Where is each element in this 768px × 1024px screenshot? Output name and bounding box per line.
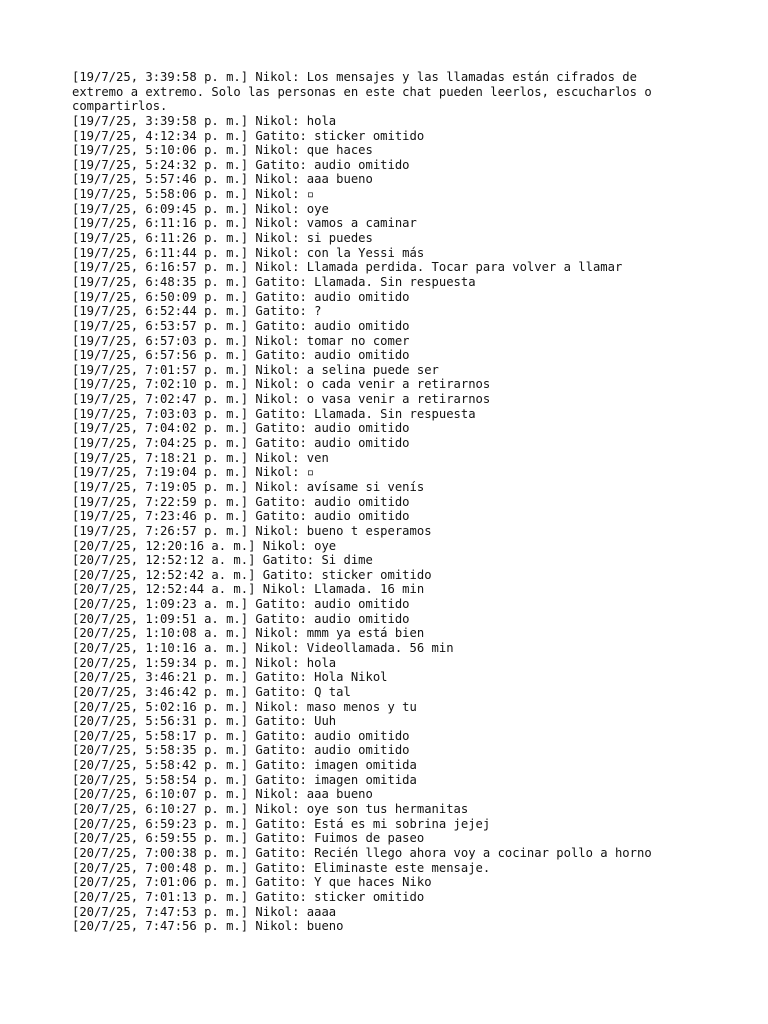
message-line: [19/7/25, 6:11:44 p. m.] Nikol: con la Yessi más <box>72 245 425 260</box>
message-line: [20/7/25, 5:58:17 p. m.] Gatito: audio omitido <box>72 728 410 743</box>
message-line: [20/7/25, 7:01:13 p. m.] Gatito: sticker omitido <box>72 889 425 904</box>
message-line: [19/7/25, 5:24:32 p. m.] Gatito: audio omitido <box>72 157 410 172</box>
message-line: [19/7/25, 6:09:45 p. m.] Nikol: oye <box>72 201 329 216</box>
message-line: [19/7/25, 6:50:09 p. m.] Gatito: audio omitido <box>72 289 410 304</box>
message-line: [20/7/25, 6:10:27 p. m.] Nikol: oye son tus hermanitas <box>72 802 469 817</box>
message-line: [19/7/25, 6:52:44 p. m.] Gatito: ? <box>72 304 322 319</box>
message-line: [20/7/25, 1:09:51 a. m.] Gatito: audio omitido <box>72 611 410 626</box>
message-line: [19/7/25, 6:53:57 p. m.] Gatito: audio omitido <box>72 318 410 333</box>
message-line: [19/7/25, 5:57:46 p. m.] Nikol: aaa bueno <box>72 172 373 187</box>
message-line: [19/7/25, 7:04:25 p. m.] Gatito: audio omitido <box>72 436 410 451</box>
message-line: [19/7/25, 3:39:58 p. m.] Nikol: hola <box>72 113 337 128</box>
message-line: [19/7/25, 6:16:57 p. m.] Nikol: Llamada perdida. Tocar para volver a llamar <box>72 260 623 275</box>
message-line: [19/7/25, 4:12:34 p. m.] Gatito: sticker omitido <box>72 128 425 143</box>
message-line: [19/7/25, 7:01:57 p. m.] Nikol: a selina puede ser <box>72 362 439 377</box>
message-line: [20/7/25, 12:52:12 a. m.] Gatito: Si dime <box>72 553 373 568</box>
message-line: [20/7/25, 5:58:35 p. m.] Gatito: audio omitido <box>72 743 410 758</box>
message-line: [20/7/25, 6:59:23 p. m.] Gatito: Está es mi sobrina jejej <box>72 816 491 831</box>
message-line: [20/7/25, 5:58:54 p. m.] Gatito: imagen omitida <box>72 772 417 787</box>
message-line: [19/7/25, 7:19:04 p. m.] Nikol: ▫ <box>72 465 315 480</box>
message-line: [19/7/25, 7:03:03 p. m.] Gatito: Llamada. Sin respuesta <box>72 406 476 421</box>
message-line: [19/7/25, 7:23:46 p. m.] Gatito: audio omitido <box>72 509 410 524</box>
header-line: extremo a extremo. Solo las personas en este chat pueden leerlos, escucharlos o <box>72 84 652 99</box>
message-line: [20/7/25, 12:20:16 a. m.] Nikol: oye <box>72 538 337 553</box>
message-line: [19/7/25, 6:48:35 p. m.] Gatito: Llamada. Sin respuesta <box>72 274 476 289</box>
chat-transcript <box>72 70 712 934</box>
message-line: [20/7/25, 12:52:44 a. m.] Nikol: Llamada. 16 min <box>72 582 425 597</box>
message-line: [20/7/25, 1:10:08 a. m.] Nikol: mmm ya está bien <box>72 626 425 641</box>
message-line: [19/7/25, 5:10:06 p. m.] Nikol: que haces <box>72 143 373 158</box>
message-line: [20/7/25, 7:00:38 p. m.] Gatito: Recién llego ahora voy a cocinar pollo a horno <box>72 845 652 860</box>
message-line: [20/7/25, 12:52:42 a. m.] Gatito: sticker omitido <box>72 567 432 582</box>
message-line: [20/7/25, 1:59:34 p. m.] Nikol: hola <box>72 655 337 670</box>
message-line: [20/7/25, 6:10:07 p. m.] Nikol: aaa bueno <box>72 787 373 802</box>
message-line: [19/7/25, 7:22:59 p. m.] Gatito: audio omitido <box>72 494 410 509</box>
message-line: [20/7/25, 3:46:21 p. m.] Gatito: Hola Nikol <box>72 670 388 685</box>
message-line: [20/7/25, 5:02:16 p. m.] Nikol: maso menos y tu <box>72 699 417 714</box>
message-line: [19/7/25, 6:11:26 p. m.] Nikol: si puedes <box>72 231 373 246</box>
message-line: [20/7/25, 6:59:55 p. m.] Gatito: Fuimos de paseo <box>72 831 425 846</box>
message-line: [19/7/25, 7:02:10 p. m.] Nikol: o cada venir a retirarnos <box>72 377 491 392</box>
message-line: [20/7/25, 7:47:56 p. m.] Nikol: bueno <box>72 919 344 934</box>
message-line: [19/7/25, 7:04:02 p. m.] Gatito: audio omitido <box>72 421 410 436</box>
message-line: [19/7/25, 6:11:16 p. m.] Nikol: vamos a caminar <box>72 216 417 231</box>
message-line: [20/7/25, 7:00:48 p. m.] Gatito: Eliminaste este mensaje. <box>72 860 491 875</box>
message-line: [19/7/25, 7:19:05 p. m.] Nikol: avísame si venís <box>72 479 425 494</box>
message-line: [20/7/25, 3:46:42 p. m.] Gatito: Q tal <box>72 684 351 699</box>
message-line: [19/7/25, 7:26:57 p. m.] Nikol: bueno t esperamos <box>72 523 432 538</box>
message-line: [19/7/25, 7:02:47 p. m.] Nikol: o vasa venir a retirarnos <box>72 392 491 407</box>
message-line: [19/7/25, 7:18:21 p. m.] Nikol: ven <box>72 450 329 465</box>
message-line: [20/7/25, 7:47:53 p. m.] Nikol: aaaa <box>72 904 337 919</box>
message-line: [20/7/25, 7:01:06 p. m.] Gatito: Y que haces Niko <box>72 875 432 890</box>
header-line: compartirlos. <box>72 99 168 114</box>
header-line: [19/7/25, 3:39:58 p. m.] Nikol: Los mensajes y las llamadas están cifrados de <box>72 70 637 84</box>
message-line: [19/7/25, 5:58:06 p. m.] Nikol: ▫ <box>72 187 315 202</box>
message-line: [20/7/25, 1:10:16 a. m.] Nikol: Videollamada. 56 min <box>72 640 454 655</box>
message-line: [19/7/25, 6:57:56 p. m.] Gatito: audio omitido <box>72 348 410 363</box>
message-line: [20/7/25, 5:58:42 p. m.] Gatito: imagen omitida <box>72 758 417 773</box>
message-line: [20/7/25, 1:09:23 a. m.] Gatito: audio omitido <box>72 597 410 612</box>
message-line: [19/7/25, 6:57:03 p. m.] Nikol: tomar no comer <box>72 333 410 348</box>
message-list <box>72 114 712 934</box>
message-line: [20/7/25, 5:56:31 p. m.] Gatito: Uuh <box>72 714 337 729</box>
